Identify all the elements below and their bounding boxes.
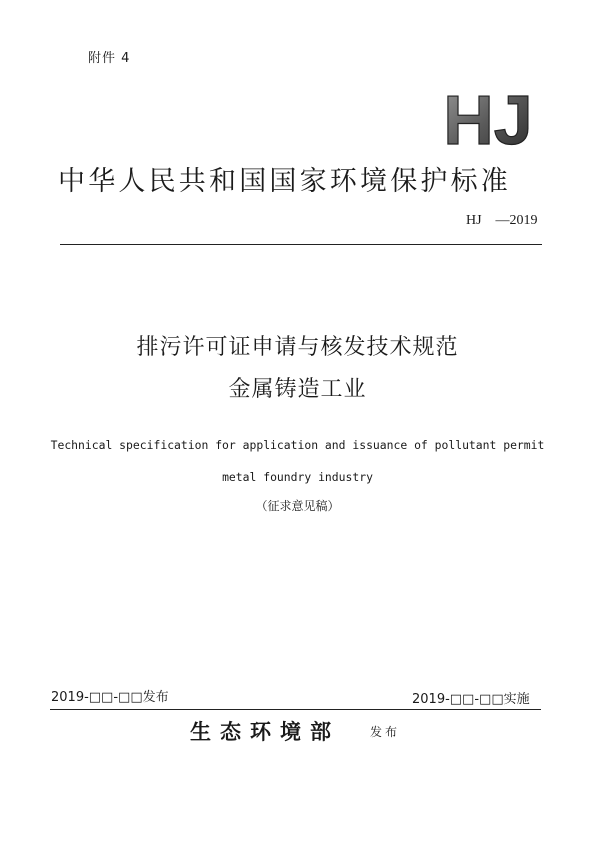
attachment-label: 附件 4 [88, 51, 131, 66]
title-english-line-2: metal foundry industry [222, 470, 373, 484]
title-chinese-line-2: 金属铸造工业 [228, 377, 367, 402]
standard-code: HJ —2019 [466, 213, 538, 228]
footer-divider [50, 709, 541, 710]
svg-text:HJ: HJ [443, 88, 533, 148]
issue-date: 2019-□□-□□发布 [51, 690, 169, 705]
title-chinese-line-1: 排污许可证申请与核发技术规范 [136, 335, 459, 360]
draft-note: （征求意见稿） [255, 499, 340, 513]
hj-logo [424, 88, 552, 148]
standard-name: 中华人民共和国国家环境保护标准 [58, 166, 511, 197]
issuer-suffix: 发布 [370, 725, 401, 739]
header-divider [60, 244, 542, 245]
implementation-date: 2019-□□-□□实施 [412, 692, 530, 707]
issuer: 生态环境部 [190, 720, 340, 744]
title-english-line-1: Technical specification for application and issuance of pollutant permit [50, 438, 545, 452]
